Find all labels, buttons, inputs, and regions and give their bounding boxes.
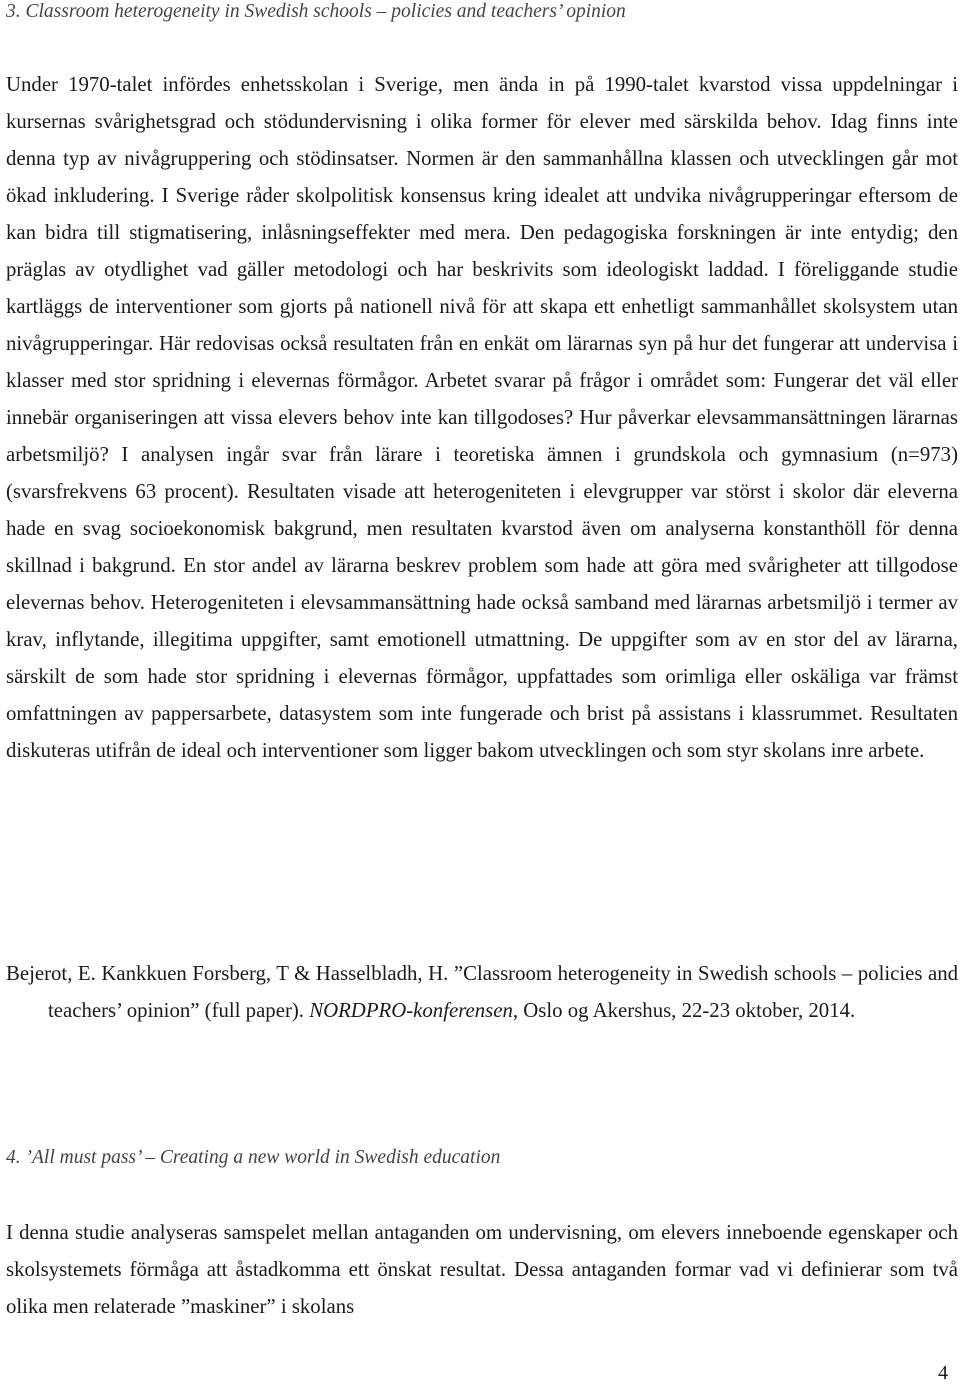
section-4-paragraph: I denna studie analyseras samspelet mellan antaganden om undervisning, om elevers inneboende egenskaper och skolsystemets förmåga att åstadkomma ett önskat resultat. Dessa antaganden formar vad vi definierar som två olika men relaterade ”maskiner” i skolans [6,1221,958,1318]
section-3-heading: 3. Classroom heterogeneity in Swedish schools – policies and teachers’ opinion [6,1,626,22]
section-3-paragraph: Under 1970-talet infördes enhetsskolan i Sverige, men ända in på 1990-talet kvarstod vissa uppdelningar i kursernas svårighetsgrad och stödundervisning i olika former för elever med särskilda behov. Idag finns inte denna typ av nivågruppering och stödinsatser. Normen är den sammanhållna klassen och utvecklingen går mot ökad inkludering. I Sverige råder skolpolitisk konsensus kring idealet att undvika nivågrupperingar eftersom de kan bidra till stigmatisering, inlåsningseffekter med mera. Den pedagogiska forskningen är inte entydig; den präglas av otydlighet vad gäller metodologi och har beskrivits som ideologiskt laddad. I föreliggande studie kartläggs de interventioner som gjorts på nationell nivå för att skapa ett enhetligt sammanhållet skolsystem utan nivågrupperingar. Här redovisas också resultaten från en enkät om lärarnas syn på hur det fungerar att undervisa i klasser med stor spridning i elevernas förmågor. Arbetet svarar på frågor i området som: Fungerar det väl eller innebär organiseringen att vissa elevers behov inte kan tillgodoses? Hur påverkar elevsammansättningen lärarnas arbetsmiljö? I analysen ingår svar från lärare i teoretiska ämnen i grundskola och gymnasium (n=973) (svarsfrekvens 63 procent). Resultaten visade att heterogeniteten i elevgrupper var störst i skolor där eleverna hade en svag socioekonomisk bakgrund, men resultaten kvarstod även om analyserna konstanthöll för denna skillnad i bakgrund. En stor andel av lärarna beskrev problem som hade att göra med svårigheter att tillgodose elevernas behov. Heterogeniteten i elevsammansättning hade också samband med lärarnas arbetsmiljö i termer av krav, inflytande, illegitima uppgifter, samt emotionell utmattning. De uppgifter som av en stor del av lärarna, särskilt de som hade stor spridning i elevernas förmågor, uppfattades som orimliga eller oskäliga var främst omfattningen av pappersarbete, datasystem som inte fungerade och brist på assistans i klassrummet. Resultaten diskuteras utifrån de ideal och interventioner som ligger bakom utvecklingen och som styr skolans inre arbete. [6,73,958,762]
reference-location-date: , Oslo og Akershus, 22-23 oktober, 2014. [512,999,856,1022]
reference-citation [6,955,958,1029]
section-4-heading: 4. ’All must pass’ – Creating a new world in Swedish education [6,1147,501,1168]
reference-venue: NORDPRO-konferensen [309,999,513,1022]
reference-authors-title: Bejerot, E. Kankkuen Forsberg, T & Hasselbladh, H. ”Classroom heterogeneity in Swedish schools – policies and teachers’ opinion” (full paper). [6,962,958,1022]
page-number: 4 [938,1362,948,1384]
